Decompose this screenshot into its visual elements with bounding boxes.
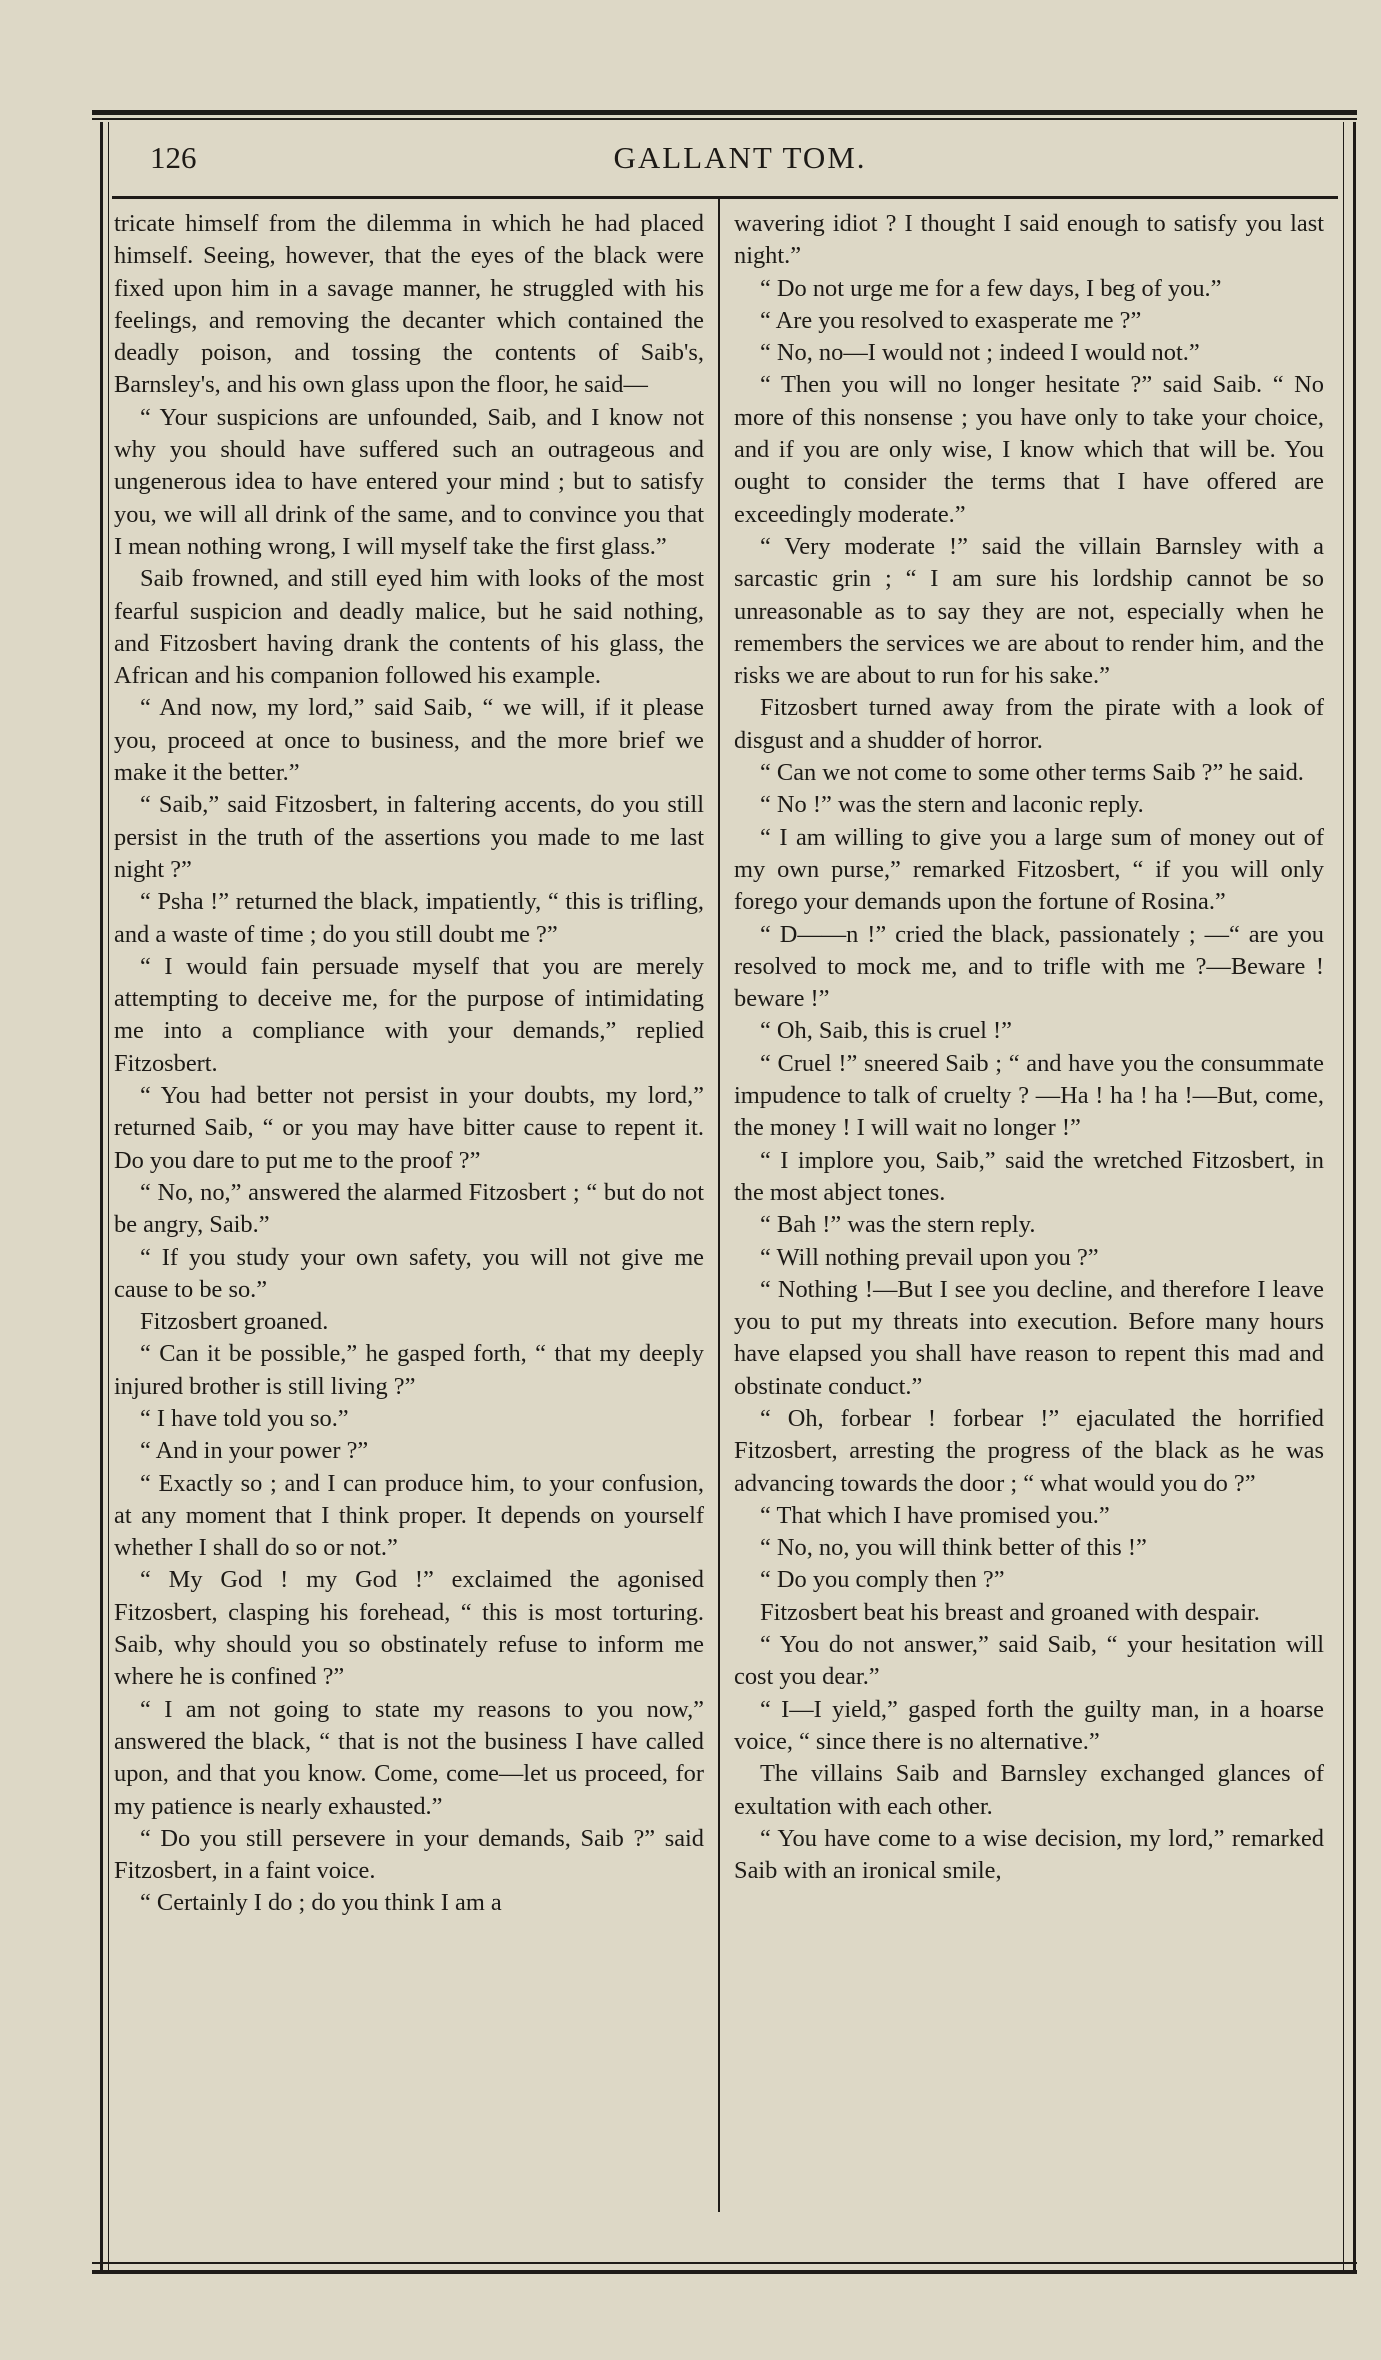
paragraph: “ You do not answer,” said Saib, “ your hesitation will cost you dear.”	[734, 1631, 1324, 1691]
paragraph: “ Oh, forbear ! forbear !” ejaculated the horrified Fitzosbert, arresting the progress of the black as he was advancing towards the door ; “ what would you do ?”	[734, 1404, 1324, 1497]
paragraph: “ Saib,” said Fitzosbert, in faltering accents, do you still persist in the truth of the assertions you made to me last night ?”	[114, 791, 704, 883]
paragraph: “ No, no,” answered the alarmed Fitzosbert ; “ but do not be angry, Saib.”	[114, 1178, 704, 1239]
running-title: GALLANT TOM.	[613, 140, 867, 175]
page-number: 126	[150, 140, 197, 175]
paragraph: “ Bah !” was the stern reply.	[760, 1211, 1036, 1239]
paragraph: “ You had better not persist in your doubts, my lord,” returned Saib, “ or you may have bitter cause to repent it. Do you dare to put me to the proof ?”	[114, 1082, 704, 1174]
paragraph: “ Then you will no longer hesitate ?” said Saib. “ No more of this nonsense ; you have only to take your choice, and if you are only wise, I know which that will be. You ought to consider the terms that I have offered are exceedingly moderate.”	[734, 371, 1324, 528]
paragraph: “ My God ! my God !” exclaimed the agonised Fitzosbert, clasping his forehead, “ this is most torturing. Saib, why should you so obstinately refuse to inform me where he is confined ?”	[114, 1566, 704, 1691]
paragraph: “ Do you still persevere in your demands, Saib ?” said Fitzosbert, in a faint voice.	[114, 1824, 704, 1885]
paragraph: Fitzosbert groaned.	[140, 1308, 329, 1336]
paragraph: “ No !” was the stern and laconic reply.	[760, 791, 1144, 819]
paragraph: “ I am not going to state my reasons to you now,” answered the black, “ that is not the business I have called upon, and that you know. Come, come—let us proceed, for my patience is nearly exhausted.”	[114, 1695, 704, 1820]
column-divider	[718, 198, 720, 2212]
paragraph: “ D——n !” cried the black, passionately ; —“ are you resolved to mock me, and to trifle with me ?—Beware ! beware !”	[734, 920, 1324, 1013]
paragraph: “ Are you resolved to exasperate me ?”	[760, 306, 1142, 334]
paragraph: “ Do you comply then ?”	[760, 1566, 1005, 1594]
paragraph: “ I—I yield,” gasped forth the guilty man, in a hoarse voice, “ since there is no alternative.”	[734, 1695, 1324, 1755]
paragraph: “ No, no, you will think better of this !”	[760, 1534, 1147, 1562]
paragraph: “ Nothing !—But I see you decline, and therefore I leave you to put my threats into execution. Before many hours have elapsed you shall have reason to repent this mad and obstinate conduct.”	[734, 1275, 1324, 1400]
paragraph: “ Oh, Saib, this is cruel !”	[760, 1017, 1012, 1045]
paragraph: “ I am willing to give you a large sum of money out of my own purse,” remarked Fitzosbert, “ if you will only forego your demands upon the fortune of Rosina.”	[734, 823, 1324, 916]
paragraph: Fitzosbert beat his breast and groaned with despair.	[760, 1598, 1260, 1626]
paragraph: “ If you study your own safety, you will not give me cause to be so.”	[114, 1243, 704, 1303]
paragraph: “ Certainly I do ; do you think I am a	[140, 1889, 502, 1917]
paragraph: “ And in your power ?”	[140, 1437, 369, 1465]
paragraph: tricate himself from the dilemma in which he had placed himself. Seeing, however, that the eyes of the black were fixed upon him in a savage manner, he struggled with his feelings, and removing the decanter which contained the deadly poison, and tossing the contents of Saib's, Barnsley's, and his own glass upon the floor, he said—	[114, 210, 704, 399]
paragraph: “ I have told you so.”	[140, 1404, 349, 1432]
paragraph: “ Your suspicions are unfounded, Saib, and I know not why you should have suffered such an outrageous and ungenerous idea to have entered your mind ; but to satisfy you, we will all drink of the same, and to convince you that I mean nothing wrong, I will myself take the first glass.”	[114, 403, 704, 560]
paragraph: “ Psha !” returned the black, impatiently, “ this is trifling, and a waste of time ; do you still doubt me ?”	[114, 888, 704, 948]
paragraph: “ I would fain persuade myself that you are merely attempting to deceive me, for the purpose of intimidating me into a compliance with your demands,” replied Fitzosbert.	[114, 952, 704, 1077]
paragraph: wavering idiot ? I thought I said enough to satisfy you last night.”	[734, 210, 1324, 270]
paragraph: “ Very moderate !” said the villain Barnsley with a sarcastic grin ; “ I am sure his lordship cannot be so unreasonable as to say they are not, especially when he remembers the services we are about to render him, and the risks we are about to run for his sake.”	[734, 532, 1324, 690]
paragraph: The villains Saib and Barnsley exchanged glances of exultation with each other.	[734, 1760, 1324, 1820]
bottom-border-rule-thin	[92, 2262, 1357, 2264]
paragraph: “ Do not urge me for a few days, I beg of you.”	[760, 274, 1222, 302]
paragraph: Fitzosbert turned away from the pirate with a look of disgust and a shudder of horror.	[734, 694, 1324, 754]
paragraph: “ Will nothing prevail upon you ?”	[760, 1243, 1099, 1271]
paragraph: “ You have come to a wise decision, my lord,” remarked Saib with an ironical smile,	[734, 1824, 1324, 1885]
top-border-rule	[92, 110, 1357, 115]
paragraph: “ Exactly so ; and I can produce him, to your confusion, at any moment that I think proper. It depends on yourself whether I shall do so or not.”	[114, 1469, 704, 1562]
header-rule	[112, 196, 1338, 199]
paragraph: “ Can we not come to some other terms Saib ?” he said.	[760, 759, 1304, 787]
right-column	[734, 208, 1324, 1887]
top-border-rule-thin	[92, 118, 1357, 120]
paragraph: “ Cruel !” sneered Saib ; “ and have you the consummate impudence to talk of cruelty ? —Ha ! ha ! ha !—But, come, the money ! I will wait no longer !”	[734, 1049, 1324, 1142]
paragraph: “ No, no—I would not ; indeed I would not.”	[760, 339, 1200, 367]
paragraph: “ I implore you, Saib,” said the wretched Fitzosbert, in the most abject tones.	[734, 1146, 1324, 1206]
paragraph: “ Can it be possible,” he gasped forth, “ that my deeply injured brother is still living ?”	[114, 1340, 704, 1400]
bottom-border-rule	[92, 2270, 1357, 2274]
paragraph: Saib frowned, and still eyed him with looks of the most fearful suspicion and deadly malice, but he said nothing, and Fitzosbert having drank the contents of his glass, the African and his companion followed his example.	[114, 565, 704, 690]
paragraph: “ And now, my lord,” said Saib, “ we will, if it please you, proceed at once to business, and the more brief we make it the better.”	[114, 694, 704, 787]
paragraph: “ That which I have promised you.”	[760, 1501, 1110, 1529]
left-column	[114, 208, 704, 1920]
page-header	[150, 140, 1330, 188]
